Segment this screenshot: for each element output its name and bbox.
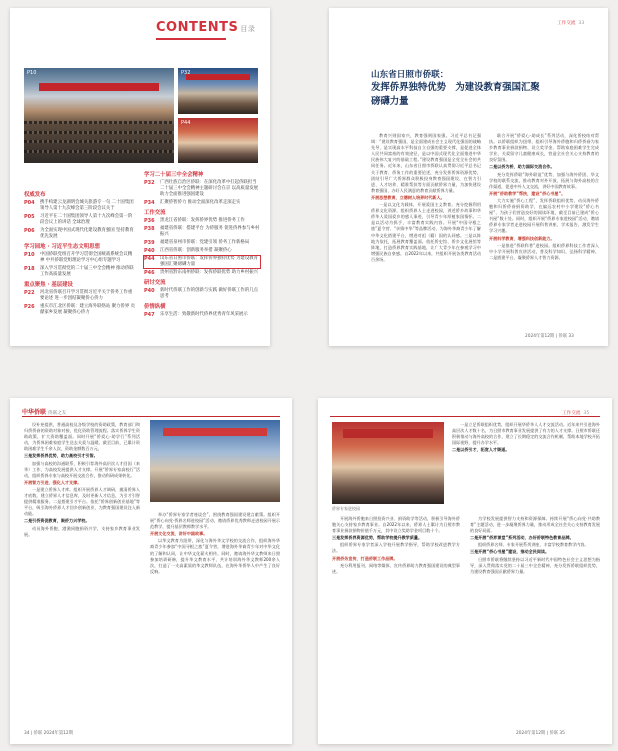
page-footer: 34 | 侨联 2024年第12期: [24, 731, 73, 736]
toc-entry-title: 广西壮族自治区侨联：在深化改革中扛起侨联担当 二十届三中全会精神主题研讨会在京 以高质量发展助力全面推进强国建设: [160, 180, 258, 197]
toc-page-number: P40: [144, 288, 155, 294]
magazine-brand: 中华侨联 侨联之友: [22, 409, 67, 416]
toc-page-number: P46: [144, 270, 155, 276]
article-lead-sentence: 三是发挥侨界资源优势，帮助学校提升教学质量。: [332, 535, 423, 541]
article-lead-sentence: 二是以侨引才，拓宽人才渠道。: [452, 447, 510, 453]
toc-page-number: P04: [24, 200, 35, 206]
article-lead-sentence: 二是开展“侨界课堂”系列活动，办好侨联特色教育品牌。: [470, 535, 574, 541]
toc-page-number: P40: [144, 248, 155, 254]
article-paragraph: 一是立足侨联组织优势，组织开展华侨华人人才交流活动。近年来共引进海外高层次人才数十名，为日照市教育事业发展提供了有力的人才支撑。日照市侨联还积极推动与海外高校的合作，建立了长期稳定的交流合作机制，帮助本地学校开拓国际视野，提升办学水平。: [452, 422, 600, 446]
toc-entry[interactable]: [144, 270, 260, 276]
article-paragraph: 联合开展“侨爱心·助成长”系列活动，深化侨校结对帮扶。以侨联组织为纽带，组织引导海外侨胞和归侨侨眷为家乡教育事业捐款捐物、设立奖学金，帮助家庭困难学生完成学业，关爱留守儿童健康成长，营造全社会关心支持教育的良好氛围。: [489, 133, 599, 163]
toc-entry-title: 汇聚侨智侨力 推动全面深化改革走深走实: [160, 200, 241, 205]
running-head: 工作交流 33: [557, 21, 585, 26]
toc-section-heading: 权威发布: [24, 192, 46, 198]
article-subheading: 开展科学教育，增强科技创新能力。: [489, 235, 555, 241]
photo-children-class: [150, 420, 280, 502]
article-subheading: 开展文化交流，讲好中国故事。: [150, 531, 208, 537]
article-paragraph: 日照市侨联将继续坚持以习近平新时代中国特色社会主义思想为指导，深入贯彻落实党的二十届三中全会精神，充分发挥侨联组织优势，为建设教育强国贡献侨界力量。: [470, 556, 600, 574]
toc-entry[interactable]: [144, 240, 260, 246]
toc-entry[interactable]: [144, 256, 260, 268]
toc-entry-title: 携手构建云龙湖明会城关旅游专一句 二十国集团领导人第十九次峰会第三阶段会议关于: [40, 200, 134, 211]
toc-entry-title: 贵州省黔东南州侨联：发挥侨联优势 助力乡村振兴: [160, 270, 258, 275]
toc-page-number: P05: [24, 214, 35, 220]
article-column-1: [332, 516, 460, 576]
article-column-2: [470, 516, 600, 576]
toc-page-number: P36: [144, 218, 155, 224]
article-title: 山东省日照市侨联： 发挥侨界独特优势 为建设教育强国汇聚 磅礴力量: [371, 70, 540, 107]
article-paragraph: 组织侨界名师、专家开展系列讲座，丰富学校教育教学内容。: [478, 542, 589, 548]
article-column-2: [150, 512, 280, 576]
article-paragraph: 大力实施“侨心工程”，发挥侨联组织优势，动员海外侨胞和归侨侨眷捐资助学，在偏远农村中小学建设“侨心书屋”，为孩子们营造良好的阅读环境，截至目前已建成“侨心书屋”数十处。同时，组织开展“侨界专家进校园”活动，邀请侨界专家学者走进校园开展科普讲座、学术报告，激发学生学习兴趣。: [489, 197, 599, 234]
toc-page-number: P26: [24, 304, 35, 310]
toc-entry[interactable]: [24, 290, 136, 302]
photo-group-lecture: [332, 422, 444, 504]
article-paragraph: 设补充提供，普通高校及各级学校的资助政策，教育部门和归侨侨眷的资助对象对接，优化资助管理流程。落实侨界学生资助政策，扩大资助覆盖面。同时开展“侨爱心·助学行”系列活动，为侨界困难家庭学生送去关爱与温暖。截至目前，已累计资助困难学生千余人次，资助金额数百万元。: [24, 422, 140, 452]
toc-entry[interactable]: [24, 266, 136, 278]
article-subheading: 开展思想教育，立德树人培养时代新人。: [371, 194, 445, 200]
toc-entry[interactable]: [24, 200, 136, 212]
toc-page-number: P44: [144, 256, 155, 262]
toc-entry-title: 福建省泉州市侨联：党建引领 侨务工作新格局: [160, 240, 250, 245]
header-rule: [330, 416, 600, 417]
toc-entry[interactable]: [144, 312, 260, 318]
article-page-35: [318, 398, 612, 744]
toc-page-number: P38: [144, 226, 155, 232]
toc-entry-title: 乐享生活：致敬新时代侨界优秀青年风采展示: [160, 312, 248, 317]
toc-entry[interactable]: [144, 288, 260, 300]
page-footer: 2024年第12期 | 侨联 35: [516, 731, 565, 736]
article-paragraph: 充分利用报刊、网络等媒体，宣传侨界助力教育强国建设的典型事迹。: [332, 562, 460, 574]
toc-entry[interactable]: [24, 304, 136, 316]
toc-page-number: P34: [144, 200, 155, 206]
article-paragraph: 一是推进“侨联科普”进校园。组织侨界科技工作者深入中小学开展科普宣讲活动，普及科学知识，弘扬科学精神。二是搭建平台，凝聚侨界人才智力资源。: [489, 242, 599, 260]
toc-entry-title: 深入学习贯彻党的二十届三中全会精神 推动侨联工作高质量发展: [40, 266, 134, 277]
article-lead-sentence: 三是开展“侨心书屋”建设，推动全民阅读。: [470, 549, 550, 555]
article-subheading: 开展智力引进，强化人才支撑。: [24, 479, 82, 485]
contents-title: CONTENTS 目录: [156, 20, 256, 35]
photo-caption: 侨界专家进校园: [332, 506, 360, 511]
running-head: 工作交流 35: [562, 411, 590, 416]
toc-page-number: P10: [24, 252, 35, 258]
toc-entry-title: 中国侨联党组召开学习贯彻全国统战系统会议精神 中共侨联党组理论学习中心组专题学习: [40, 252, 133, 263]
toc-section-heading: 学习二十届三中全会精神: [144, 172, 204, 178]
article-paragraph: 以华文教育为纽带，深化与海外华文学校的交流合作，组织海外华裔青少年参加“中国寻根之旅”夏令营，增进海外华裔青少年对中华文化的了解和认同，让中华文化薪火相传。同时，邀请海外华文教师来日照参加培训研修，提升华文教育水平，共计培训海外华文教师200余人次，打造了一支高素质的华文教师队伍，在海外华侨华人中产生了良好反响。: [150, 538, 280, 574]
article-column-top: [452, 422, 600, 454]
toc-entry[interactable]: [144, 248, 260, 254]
page-footer: 2024年第12期 | 侨联 33: [525, 334, 574, 339]
toc-section-heading: 研讨交流: [144, 280, 166, 286]
contents-page: [10, 8, 270, 346]
toc-entry-title: 江西省侨联：创新服务举措 凝聚侨心: [160, 248, 232, 253]
toc-entry-title: 习近平在二十国集团领导人第十九次峰会第一阶段会议上的讲话 全球治理: [40, 214, 133, 225]
toc-entry[interactable]: [24, 228, 136, 240]
toc-entry-title: 为全面实现中国式现代化建设教育强国 坚持教育优先发展: [40, 228, 134, 239]
article-column-1: [371, 133, 481, 264]
toc-entry-title: 福建省侨联：搭建平台 为侨服务 促进侨界参与乡村振兴: [160, 226, 260, 237]
photo-group-event: P44: [178, 118, 258, 163]
article-paragraph: 一是以文化为载体，开展爱国主义教育。充分挖掘利用侨界文化资源，组织侨界人士走进校园，讲述侨乡故事和华侨华人爱国爱乡的感人事迹，引导青少年厚植家国情怀。二是以活动为抓手，丰富教育实践内容。开展“中国寻根之旅”夏令营、“亲情中华”等品牌活动，为海外华裔青少年了解中华文化搭建平台，增进对祖（籍）国的认同感。三是以阵地为依托，拓展教育覆盖面。依托侨史馆、侨乡文化展馆等阵地，打造侨界教育实践基地，让广大青少年在参观学习中增强民族自豪感。自2022年以来，共组织开展各类教育活动百余场。: [371, 202, 481, 262]
article-paragraph: 教育兴则国家兴，教育强则国家强。习近平总书记强调：“建设教育强国，是全面建成社会主义现代化强国的战略先导，是实现高水平科技自立自强的重要支撑，是促进全体人民共同富裕的有效途径，是以中国式现代化全面推进中华民族伟大复兴的基础工程。”建设教育强国是全党全社会的共同任务。近年来，山东省日照市侨联认真贯彻习近平总书记关于教育、侨务工作的重要论述，充分发挥侨界资源优势，团结引导广大侨界群众积极投身教育强国建设，在智力引进、人才培养、精准帮扶等方面贡献侨界力量，为加快建设教育强国、办好人民满意的教育贡献侨界力量。: [371, 133, 481, 193]
toc-entry-title: 山东省日照市侨联：发挥侨界独特优势 为建设教育强国汇聚磅礴力量: [160, 256, 258, 267]
article-subheading: 开展“侨助教学”帮扶，建设“侨心书屋”。: [489, 190, 566, 196]
article-paragraph: 一是建立侨界人才库。组织开展侨界人才调研，摸清侨界人才底数，建立侨界人才信息库，及时更新人才信息，为引才引智提供精准服务。二是搭建引才平台。依托“侨界创新创业基地”等平台，吸引海外侨界人才回乡创新创业，为教育强国建设注入新动能。: [24, 486, 140, 517]
article-lead-sentence: 二是引侨资促教育，聚侨力兴学校。: [24, 518, 90, 524]
article-subheading: 开展侨务宣传，打造侨联工作品牌。: [332, 555, 398, 561]
toc-page-number: P47: [144, 312, 155, 318]
article-lead-sentence: 二是以侨为桥，助力国际交流合作。: [489, 164, 555, 170]
toc-section-heading: 侨情纵横: [144, 304, 166, 310]
toc-entry[interactable]: [144, 200, 260, 206]
article-page-33: [329, 8, 608, 346]
toc-right-column: [144, 168, 260, 320]
toc-section-heading: 工作交流: [144, 210, 166, 216]
toc-entry-title: 河北省侨联召开学习贯彻习近平关于侨务工作重要论述 进一步团结凝聚侨心侨力: [40, 290, 133, 301]
article-paragraph: 动员海外侨胞、港澳同胞捐资兴学，支持家乡教育事业发展。: [24, 525, 140, 537]
article-page-34: [10, 398, 292, 744]
photo-conference-hall: P10: [24, 68, 174, 163]
toc-entry-title: 黑龙江省侨联：发挥侨界优势 推进侨务工作: [160, 218, 245, 223]
toc-page-number: P06: [24, 228, 35, 234]
photo-stage-meeting: P32: [178, 68, 258, 114]
toc-entry[interactable]: [144, 226, 260, 238]
article-column-1: [24, 422, 140, 539]
toc-left-column: [24, 188, 136, 318]
article-paragraph: 加强与高校的沟通联系，积极引荐海外高层次人才回国（来华）工作，为高校发展提供人才支撑。开展“侨界专家高校行”活动，组织侨界专家与高校开展交流合作，推动科研成果转化。: [24, 460, 140, 478]
toc-entry[interactable]: [144, 180, 260, 198]
toc-entry[interactable]: [24, 214, 136, 226]
toc-page-number: P22: [24, 290, 35, 296]
article-column-2: [489, 133, 599, 262]
article-paragraph: 举办“侨界专家学者座谈会”，围绕教育强国建设建言献策。组织开展“侨心向党·侨界名师进校园”活动，邀请侨界优秀教师走进校园开展示范教学，提升基层教师教学水平。: [150, 512, 280, 530]
article-paragraph: 开展海外侨胞来日照投资兴业、捐资助学等活动，积极引导海外侨胞关心支持家乡教育事业。自2022年以来，侨界人士累计为日照市教育事业捐款捐物价值千万元，其中设立奖助学金项目数十个。: [332, 516, 460, 534]
toc-page-number: P32: [144, 180, 155, 186]
article-paragraph: 为学校发展提供智力支持和资源保障。持续开展“侨心向党·共助教育”主题活动，进一步凝聚侨界力量，推动形成全社会关心支持教育发展的良好局面。: [470, 516, 600, 534]
toc-section-heading: 重点聚焦 · 基层建设: [24, 282, 73, 288]
toc-page-number: P18: [24, 266, 35, 272]
article-lead-sentence: 三是发挥侨界优势，助力高校引才引智。: [24, 453, 98, 459]
toc-section-heading: 学习园地 · 习近平生态文明思想: [24, 244, 100, 250]
article-paragraph: 充分发挥侨联“海外联谊”优势，加强与海外侨团、华文学校的联系交流，推动教育对外开放，拓展与海外高校的合作渠道，促进中外人文交流，讲好中国教育故事。: [489, 171, 599, 189]
toc-entry[interactable]: [144, 218, 260, 224]
toc-entry[interactable]: [24, 252, 136, 264]
article-paragraph: 组织侨界专家学者深入学校开展教学指导，帮助学校改进教学方法。: [332, 542, 460, 554]
contents-title-rule: [156, 38, 226, 40]
header-rule: [22, 416, 280, 417]
toc-entry-title: 新时代侨联工作的创新与实践 做好侨联工作的几点思考: [160, 288, 258, 299]
toc-page-number: P39: [144, 240, 155, 246]
toc-entry-title: 重庆市江北区侨联：建立海外联络站 聚力侨界 贡献家乡发展 凝聚侨心侨力: [40, 304, 135, 315]
